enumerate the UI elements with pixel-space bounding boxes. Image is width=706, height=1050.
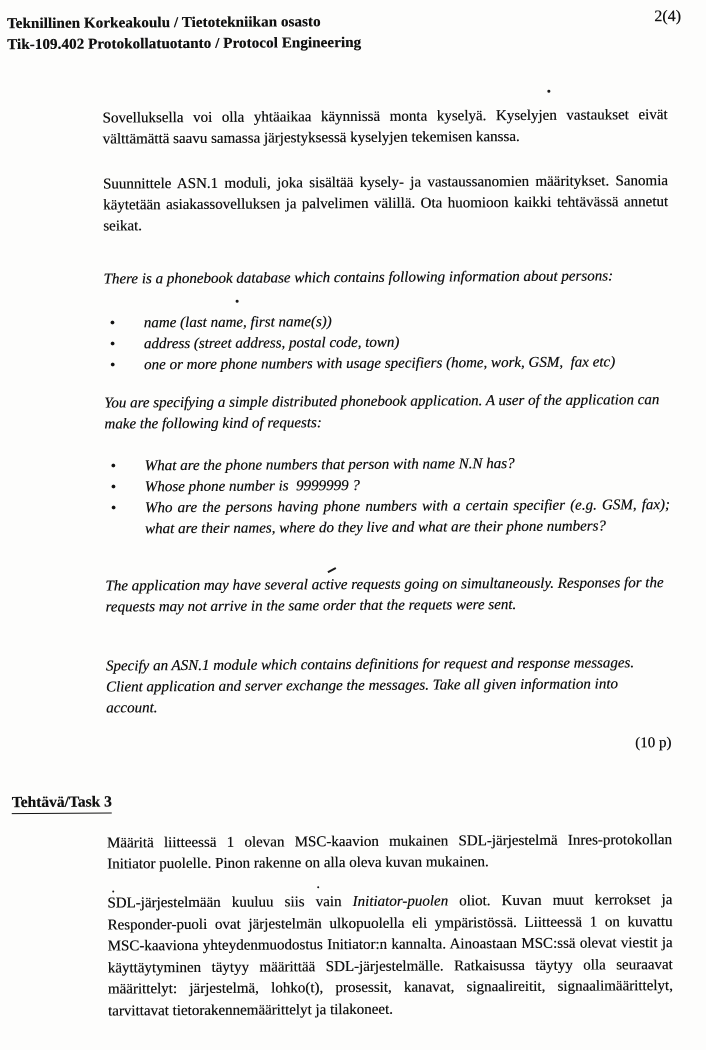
list-item [104,352,669,376]
list-item-text: address (street address, postal code, town) [143,334,400,353]
list-item-text: Whose phone number is 9999999 ? [144,477,360,496]
points-label: (10 p) [635,735,672,752]
bullet-icon: • [109,336,116,353]
paragraph-spec-intro-en: You are specifying a simple distributed phonebook application. A user of the application can make the following kind of requests: [104,392,660,433]
scan-artifact-dot [547,90,550,93]
page-header [7,12,361,56]
scan-artifact-dot [236,300,239,303]
course-line: Tik-109.402 Protokollatuotanto / Protocol Engineering [7,34,362,54]
list-item-text: What are the phone numbers that person with name N.N has? [144,456,515,475]
page-number: 2(4) [654,7,681,26]
paragraph-phonebook-intro-en: There is a phonebook database which contains following information about persons: [103,268,613,288]
paragraph-specify-note-en: Specify an ASN.1 module which contains definitions for request and response messages. Client application and server exchange the messages. Take all given information into account. [105,655,635,717]
paragraph-task3-sdl-fi [107,890,673,1022]
paragraph-concurrency-note-en: The application may have several active requests going on simultaneously. Responses for the requests may not arrive in the same order that the requets were sent. [105,575,664,616]
list-item-text: one or more phone numbers with usage specifiers (home, work, GSM, fax etc) [143,354,616,374]
list-item [105,495,670,540]
bullet-icon: • [110,458,116,475]
sdl-text-suffix: oliot. Kuvan muut kerrokset ja Responder-puoli ovat järjestelmän ulkopuolella eli ympäristössä. Liitteessä 1 on kuvattu MSC-kaaviona yhteydenmuodostus Initiator:n kannalta. Ainoastaan MSC:ssä olevat viestit ja käyttäytyminen täytyy määrittää SDL-järjestelmälle. Ratkaisussa täytyy olla seuraavat määrittelyt: järjestelmä, lohko(t), prosessit, kanavat, signaalireitit, signaalimäärittelyt, tarvittavat tietorakennemäärittelyt ja tilakoneet. [107,892,673,1020]
task3-heading [12,793,112,812]
task3-heading-text: Tehtävä/Task 3 [12,793,112,813]
bullet-icon: • [109,315,116,332]
list-item-text: name (last name, first name(s)) [143,314,332,332]
list-item-text: Who are the persons having phone numbers with a certain specifier (e.g. GSM, fax); what are their names, where do they live and what are their phone numbers? [144,497,670,538]
sdl-text-italic: Initiator-puolen [352,893,449,911]
scan-artifact-dot [317,886,319,888]
paragraph-task3-define-fi: Määritä liitteessä 1 olevan MSC-kaavion mukainen SDL-järjestelmä Inres-protokollan Initiator puolelle. Pinon rakenne on alla oleva kuvan mukainen. [106,832,672,873]
paragraph-queries-concurrency-fi: Sovelluksella voi olla yhtäaikaa käynnissä monta kyselyä. Kyselyjen vastaukset eivät välttämättä saavu samassa järjestyksessä kyselyjen tekemisen kanssa. [102,107,668,148]
institution-line: Teknillinen Korkeakoulu / Tietotekniikan osasto [6,14,321,33]
paragraph-design-asn1-fi: Suunnittele ASN.1 moduli, joka sisältää kysely- ja vastaussanomien määritykset. Sanomia käytetään asiakassovelluksen ja palvelimen välillä. Ota huomioon kaikki tehtävässä annetut seikat. [102,173,669,235]
scan-artifact-dot [112,890,114,892]
bullet-icon: • [109,357,116,374]
list-db-fields [104,310,669,376]
bullet-icon: • [110,500,117,517]
sdl-text-prefix: SDL-järjestelmään kuuluu siis vain [107,894,353,912]
list-requests [105,453,671,540]
scan-artifact-tick [327,567,336,573]
bullet-icon: • [110,479,117,496]
